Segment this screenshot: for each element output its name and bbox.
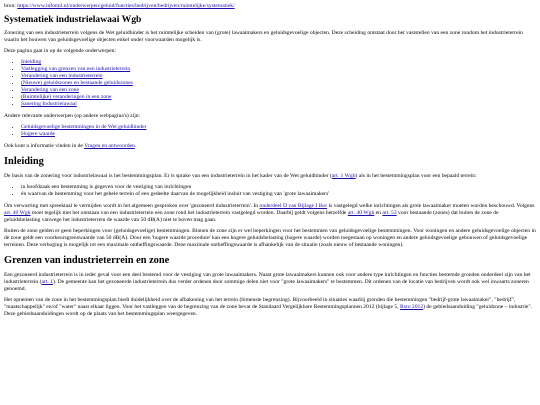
- related-item: [21, 124, 536, 131]
- grenzen-paragraph-1: Een gezoneerd industrieterrein is in ieder geval voor een deel bestemd voor de vestiging van grote lawaaimakers. Naast grote lawaaimakers kunnen ook voor andere type inrichtingen en functies bestemde gronden onderdeel zijn van het industrieterrein (art. 1). De gemeente kan het gezoneerde industrieterrein dus verder ordenen door sommige delen niet voor "grote lawaaimakers" te bestemmen. Dit ordenen van de locatie van bedrijven wordt ook wel inwaarts zoneren genoemd.: [4, 272, 531, 292]
- source-url-link[interactable]: https://www.infomil.nl/onderwerpen/geluid/functies/bedrijven/bedrijven/ruimtelijke/systematiek/: [17, 3, 235, 9]
- source-prefix: bron:: [4, 3, 18, 9]
- info-paragraph: Ook kunt u informatie vinden in de Vragen en antwoorden.: [4, 143, 137, 149]
- toc-link-geluidszones[interactable]: (Nieuwe) geluidszones en bestaande geluidszones: [21, 80, 133, 86]
- bijlage-bor-link[interactable]: onderdeel D van Bijlage I Bor: [259, 203, 328, 209]
- toc-item: [21, 101, 536, 108]
- art1-link[interactable]: art. 1: [41, 279, 53, 285]
- section-heading-inleiding: Inleiding: [4, 156, 44, 167]
- toc-link-ruimtelijke[interactable]: (Ruimtelijke) veranderingen in een zone: [21, 94, 112, 100]
- toc-item: [21, 59, 536, 66]
- inleiding-paragraph-1: De basis van de zonering voor industrielawaai is het bestemmingsplan. Er is sprake van een industrieterrein in het kader van de Wet geluidhinder (art. 1 Wgh) als in het bestemmingsplan voor een bepaald terrein:: [4, 173, 477, 179]
- toc-list: [4, 59, 536, 108]
- art53-link[interactable]: art. 53: [382, 210, 397, 216]
- grenzen-paragraph-2: Het opnemen van de zone in het bestemmingsplan biedt duidelijkheid over de afbakening van het terrein (bimenste begrenzing). Bijvoorbeeld in situaties waarbij gronden die bestemmingen "bedrijf-grote lawaaimaker", "bedrijf", "maatschappelijk" en/of "water" naast elkaar liggen. Voor het vastleggen van de begrenzing van de zone bevat de Standaard Vergelijkbare Bestemmingsplannen 2012 (bijlage 5, Rsro 2012) de gebiedsaanduiding "geluidzone – industrie". Deze gebiedsaanduidingen wordt op de plaats van het bestemmingsplan weergegeven.: [4, 297, 533, 317]
- related-link-geluidsgevoelig[interactable]: Geluidsgevoelige bestemmingen in de Wet geluidhinder: [21, 124, 147, 130]
- page-title: Systematiek industrielawaai Wgb: [4, 14, 142, 25]
- related-list: [4, 124, 536, 138]
- toc-link-sanering[interactable]: Sanering Industrielawaai: [21, 101, 77, 107]
- toc-link-verandering-terrein[interactable]: Verandering van een industrieterrein: [21, 73, 103, 79]
- rsro-link[interactable]: Rsro 2012: [399, 304, 424, 310]
- inleiding-paragraph-3: Buiten de zone gelden er geen beperkingen voor (geluidsgevoelige) bestemmingen. Binnen de zone zijn er wel beperkingen voor het bestemmen van geluidsgevoelige bestemmingen. Voor woningen en andere geluidsgevoelige objecten in de zone geldt een voorkeursgrenswaarde van 50 dB(A). Door een 'hogere waarde procedure' kan een hogere geluidsbelasting (hogere waarde) worden toegestaan op woningen en andere geluidsgevoelige gebouwen of geluidsgevoelige terreinen. Deze verhoging is mogelijk tot een maximale ontheffingswaarde. Deze maximale ontheffingswaarde is afhankelijk van de situatie (zoals nieuw of bestaande woningen).: [4, 228, 536, 248]
- source-line: [4, 3, 536, 10]
- toc-link-inleiding[interactable]: Inleiding: [21, 59, 42, 65]
- art40-wgh-link[interactable]: art. 40 Wgh: [4, 210, 31, 216]
- list-item: • én waarvan de bestemming voor het gehele terrein of een gedeelte daarvan de mogelijkheid insluit van vestiging van 'grote lawaaimakers': [21, 191, 536, 198]
- inleiding-paragraph-2: Om verwarring met spreektaal te vermijden wordt in het algemeen gesproken over 'gezoneerd industrieterrein'. In onderdeel D van Bijlage I Bor is vastgelegd welke inrichtingen als grote lawaaimaker moeten worden beschouwd. Volgens art. 40 Wgh moet tegelijk met het ontstaan van een industrieterrein een zone rond het industrieterrein vastgelegd worden. Daarbij geldt volgens hetzelfde art. 40 Wgh en art. 53 voor bestaande (zones) dat buiten de zone de geluidsbelasting vanwege het industrieterrein de waarde van 50 dB(A) niet te boven mag gaan.: [4, 203, 535, 223]
- toc-item: [21, 73, 536, 80]
- toc-item: [21, 87, 536, 94]
- toc-intro: Deze pagina gaat in op de volgende onderwerpen:: [4, 48, 116, 54]
- intro-paragraph: Zonering van een industrieterrein volgens de Wet geluidhinder is het ruimtelijke scheiden van (grote) lawaaimakers en geluidsgevoelige objecten. Deze scheiding ontstaat door het vaststellen van een zone rondom het industrieterrein waarin het bouwen van geluidsgevoelige objecten enkel onder voorwaarden mogelijk is.: [4, 30, 523, 43]
- faq-link[interactable]: Vragen en antwoorden: [84, 143, 135, 149]
- toc-item: [21, 66, 536, 73]
- toc-link-vastlegging[interactable]: Vastlegging van grenzen van een industrieterrein: [21, 66, 131, 72]
- list-item: • in hoofdzaak een bestemming is gegeven voor de vestiging van inrichtingen: [21, 184, 536, 191]
- related-intro: Andere relevante onderwerpen (op andere webpagina's) zijn:: [4, 113, 141, 119]
- section-heading-grenzen: Grenzen van industrieterrein en zone: [4, 255, 170, 266]
- related-item: [21, 131, 536, 138]
- inleiding-bullets: [4, 184, 536, 198]
- art1-wgh-link[interactable]: art. 1 Wgh: [331, 173, 356, 179]
- toc-item: [21, 80, 536, 87]
- toc-link-verandering-zone[interactable]: Verandering van een zone: [21, 87, 79, 93]
- toc-item: [21, 94, 536, 101]
- art40-wgh-link-2[interactable]: art. 40 Wgh: [347, 210, 375, 216]
- related-link-hogere-waarde[interactable]: Hogere waarde: [21, 131, 56, 137]
